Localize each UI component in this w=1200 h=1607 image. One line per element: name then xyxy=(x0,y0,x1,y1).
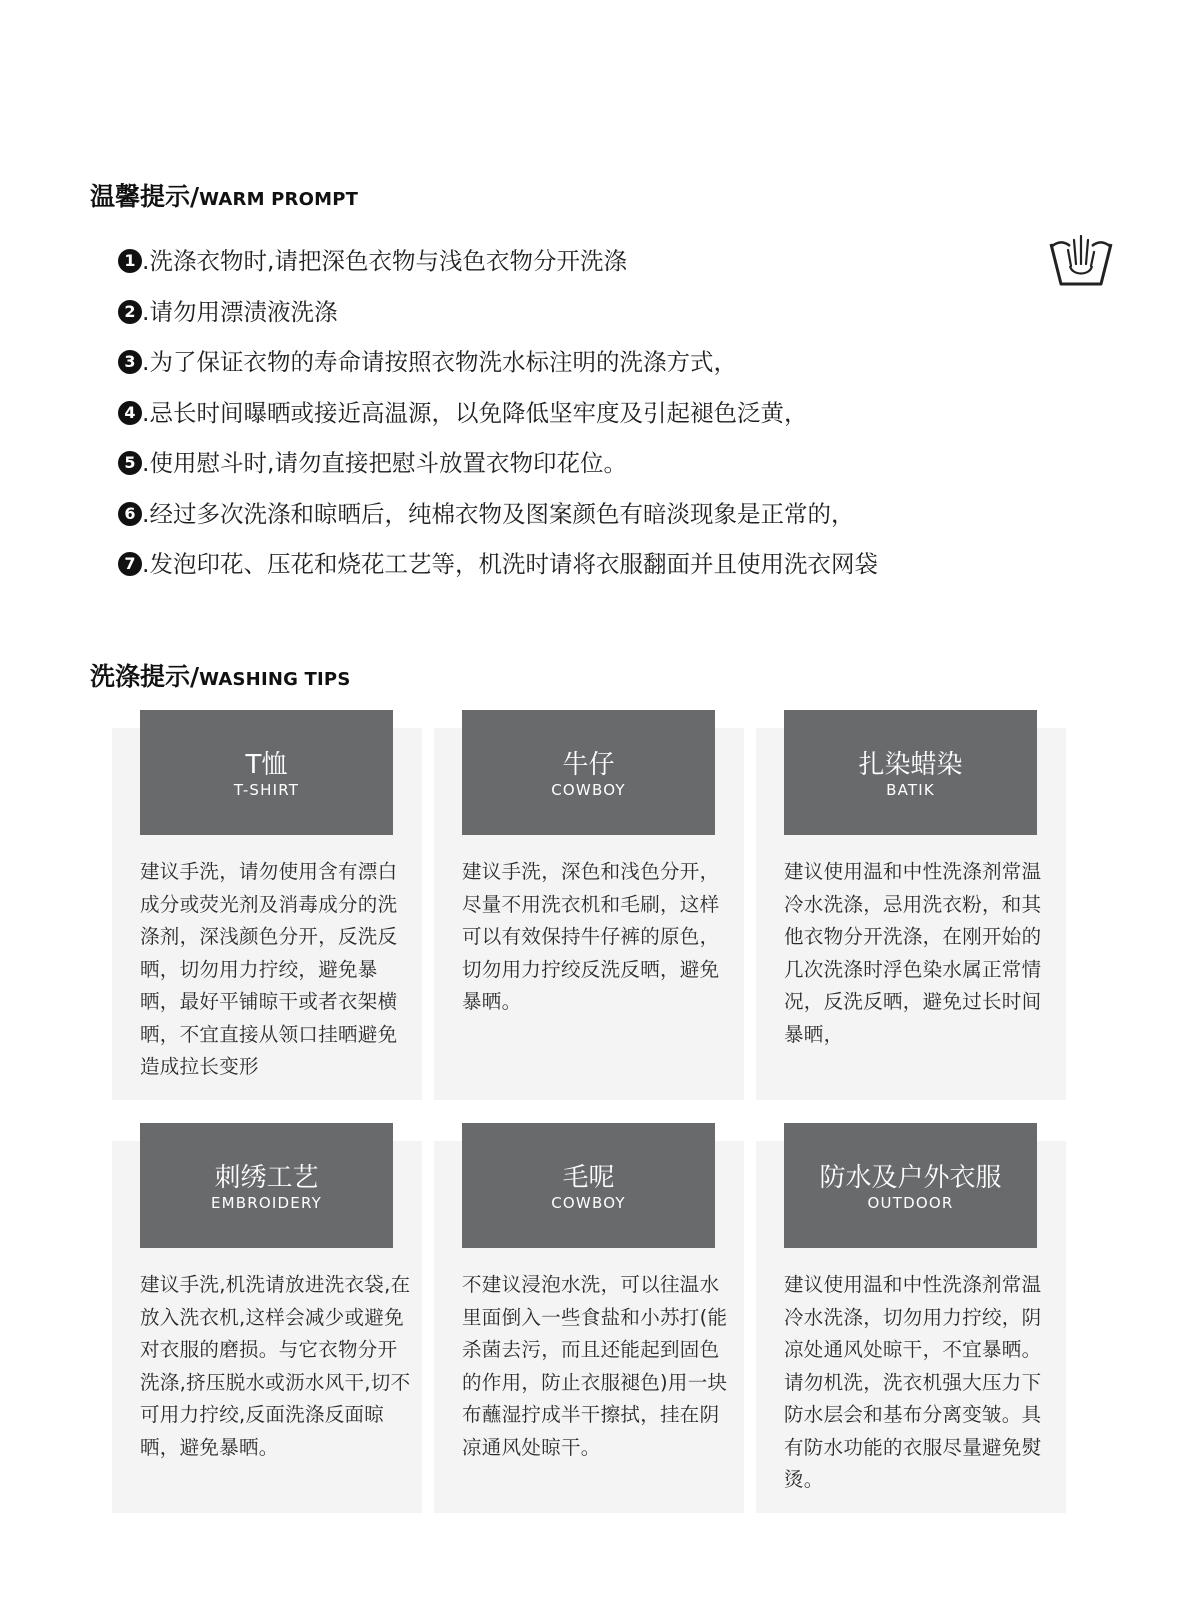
item-text: .忌长时间曝晒或接近高温源，以免降低坚牢度及引起褪色泛黄， xyxy=(142,398,808,427)
card-header xyxy=(462,1123,715,1248)
card-text: 不建议浸泡水洗，可以往温水里面倒入一些食盐和小苏打(能杀菌去污，而且还能起到固色的作用，防止衣服褪色)用一块布蘸湿拧成半干擦拭，挂在阴凉通风处晾干。 xyxy=(462,1273,728,1459)
item-text: .洗涤衣物时,请把深色衣物与浅色衣物分开洗涤 xyxy=(142,247,627,275)
card-title-en: EMBROIDERY xyxy=(210,1194,323,1212)
card-title-zh: 牛仔 xyxy=(562,750,615,780)
card-header xyxy=(784,1123,1037,1248)
warm-prompt-heading xyxy=(90,177,358,213)
card-title-zh: 毛呢 xyxy=(562,1163,615,1193)
tip-card-batik xyxy=(756,728,1066,1100)
item-number: 6 xyxy=(118,502,142,526)
card-title-en: OUTDOOR xyxy=(867,1194,954,1212)
tip-card-woolen xyxy=(434,1141,744,1513)
card-header xyxy=(462,710,715,835)
item-text: .请勿用漂渍液洗涤 xyxy=(142,297,338,326)
tip-card-cowboy xyxy=(434,728,744,1100)
card-title-zh: 防水及户外衣服 xyxy=(819,1163,1002,1193)
item-text: .经过多次洗涤和晾晒后，纯棉衣物及图案颜色有暗淡现象是正常的， xyxy=(142,499,855,528)
card-text: 建议使用温和中性洗涤剂常温冷水洗涤，忌用洗衣粉，和其他衣物分开洗涤，在刚开始的几次洗涤时浮色染水属正常情况，反洗反晒，避免过长时间暴晒， xyxy=(784,860,1042,1046)
list-item xyxy=(118,346,878,397)
list-item xyxy=(118,498,878,549)
item-number: 5 xyxy=(118,451,142,475)
warm-prompt-title-zh: 温馨提示/ xyxy=(90,182,200,211)
card-header xyxy=(140,1123,393,1248)
item-number: 4 xyxy=(118,401,142,425)
tip-card-embroidery xyxy=(112,1141,422,1513)
card-title-zh: T恤 xyxy=(245,750,288,780)
list-item xyxy=(118,296,878,347)
item-text: .为了保证衣物的寿命请按照衣物洗水标注明的洗涤方式， xyxy=(142,348,737,376)
item-number: 1 xyxy=(118,249,142,273)
list-item xyxy=(118,245,878,296)
card-text: 建议使用温和中性洗涤剂常温冷水洗涤，切勿用力拧绞，阴凉处通风处晾干，不宜暴晒。请勿机洗，洗衣机强大压力下防水层会和基布分离变皱。具有防水功能的衣服尽量避免熨烫。 xyxy=(784,1273,1042,1491)
card-text: 建议手洗，深色和浅色分开，尽量不用洗衣机和毛刷，这样可以有效保持牛仔裤的原色，切勿用力拧绞反洗反晒，避免暴晒。 xyxy=(462,860,720,1013)
item-number: 2 xyxy=(118,300,142,324)
washing-tips-heading xyxy=(90,657,350,693)
warm-prompt-title-en: WARM PROMPT xyxy=(199,189,359,210)
card-title-zh: 刺绣工艺 xyxy=(214,1163,319,1193)
card-header xyxy=(784,710,1037,835)
item-number: 7 xyxy=(118,552,142,576)
card-title-en: COWBOY xyxy=(551,1194,626,1212)
washing-tips-title-zh: 洗涤提示/ xyxy=(90,662,200,691)
list-item xyxy=(118,397,878,448)
tip-card-outdoor xyxy=(756,1141,1066,1513)
hand-wash-icon xyxy=(1048,228,1114,288)
item-text: .使用慰斗时,请勿直接把慰斗放置衣物印花位。 xyxy=(142,449,627,477)
card-title-en: T-SHIRT xyxy=(233,781,300,799)
card-text: 建议手洗，请勿使用含有漂白成分或荧光剂及消毒成分的洗涤剂，深浅颜色分开，反洗反晒，切勿用力拧绞，避免暴晒，最好平铺晾干或者衣架横晒，不宜直接从领口挂晒避免造成拉长变形 xyxy=(140,860,398,1078)
item-text: .发泡印花、压花和烧花工艺等，机洗时请将衣服翻面并且使用洗衣网袋 xyxy=(142,550,878,578)
list-item xyxy=(118,447,878,498)
card-title-zh: 扎染蜡染 xyxy=(858,750,963,780)
card-title-en: BATIK xyxy=(886,781,935,799)
list-item xyxy=(118,548,878,599)
tip-card-tshirt xyxy=(112,728,422,1100)
washing-tips-title-en: WASHING TIPS xyxy=(199,669,351,690)
card-header xyxy=(140,710,393,835)
card-text: 建议手洗,机洗请放进洗衣袋,在放入洗衣机,这样会减少或避免对衣服的磨损。与它衣物分开洗涤,挤压脱水或沥水风干,切不可用力拧绞,反面洗涤反面晾晒，避免暴晒。 xyxy=(140,1273,411,1459)
warm-prompt-list xyxy=(118,245,878,599)
card-title-en: COWBOY xyxy=(551,781,626,799)
item-number: 3 xyxy=(118,350,142,374)
